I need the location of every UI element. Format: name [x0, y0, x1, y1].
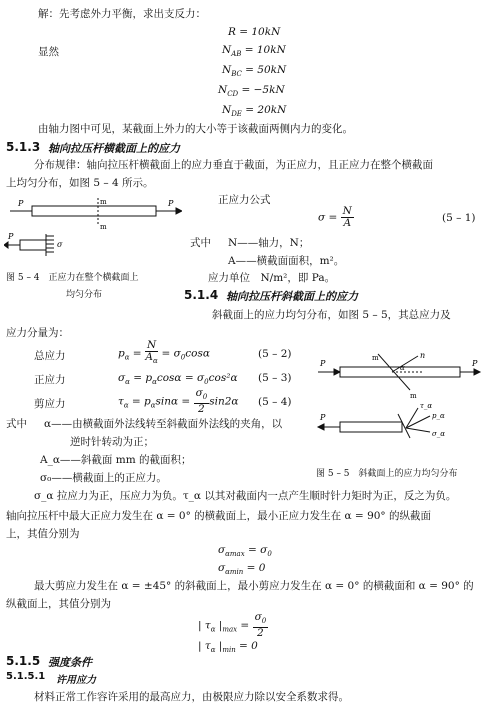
n-de-equation: $N_{DE} = 20kN$: [222, 104, 287, 119]
shear-line-1: 最大剪应力发生在 α = ±45° 的斜截面上，最小剪应力发生在 α = 0° 的横截面和 α = 90° 的: [34, 580, 474, 592]
section-5-1-5-1-title: 许用应力: [56, 675, 96, 686]
fig55-label-p-right: P: [472, 359, 478, 368]
max-stress-line-2: 上，其值分别为: [6, 528, 80, 540]
fig55-label-m-bottom: m: [410, 392, 417, 400]
a-alpha-definition: A_α——斜截面 mm 的截面积；: [40, 454, 192, 466]
n-bc-equation: $N_{BC} = 50kN$: [222, 64, 287, 79]
sigma-max-equation: $\sigma_{\alpha max} = \sigma_0$: [218, 544, 272, 559]
section-5-1-4-title: 轴向拉压杆斜截面上的应力: [226, 290, 358, 303]
label-p-left: P: [18, 199, 24, 208]
label-p-cut: P: [8, 232, 14, 241]
shear-stress-label: 剪应力: [34, 398, 66, 410]
fig55-label-m-top: m: [372, 354, 379, 362]
fig55-label-alpha: α: [400, 364, 405, 372]
bar: [32, 206, 156, 216]
figure-5-4-caption-1: 图 5 – 4 正应力在整个横截面上: [6, 273, 139, 283]
equation-5-1-number: (5 – 1): [442, 212, 476, 224]
section-5-1-4-number: 5.1.4: [184, 288, 219, 302]
shizhong-label: 式中: [190, 237, 211, 249]
oblique-line-2: 应力分量为：: [6, 327, 69, 339]
dist-rule-line-1: 分布规律：轴向拉压杆横截面上的应力垂直于截面，为正应力，且正应力在整个横截面: [34, 159, 433, 171]
figure-5-5-caption: 图 5 – 5 斜截面上的应力均匀分布: [316, 469, 458, 479]
label-p-right: P: [168, 199, 174, 208]
formula-title: 正应力公式: [218, 194, 271, 206]
unit-line: 应力单位 N/m²，即 Pa。: [208, 272, 336, 284]
fig55-label-n: n: [420, 352, 426, 360]
sigma0-definition: σ₀——横截面上的正应力。: [40, 472, 167, 484]
figure-5-4: [4, 196, 182, 266]
shizhong-label-2: 式中: [6, 418, 27, 430]
intro-line: 解：先考虑外力平衡，求出支反力：: [38, 8, 206, 20]
label-m-bottom: m: [100, 223, 107, 231]
section-5-1-3-title: 轴向拉压杆横截面上的应力: [48, 142, 180, 155]
n-ab-equation: $N_{AB} = 10kN$: [222, 44, 286, 59]
label-sigma: σ: [57, 240, 63, 249]
equation-5-4: $\tau_\alpha = p_\alpha\sin\alpha$ = $\frac{\sigma_0}{2}$ sin2α: [118, 387, 239, 416]
max-stress-line-1: 轴向拉压杆中最大正应力发生在 α = 0° 的横截面上，最小正应力发生在 α = 90° 的纵截面: [6, 510, 432, 522]
sign-rule: σ_α 拉应力为正，压应力为负。τ_α 以其对截面内一点产生顺时针力矩时为正，反之为负。: [34, 490, 457, 502]
section-5-1-5-title: 强度条件: [48, 656, 92, 669]
equation-5-3: $\sigma_\alpha = p_\alpha\cos\alpha = \sigma_0\cos^2\alpha$: [118, 372, 238, 387]
section-5-1-5-1-number: 5.1.5.1: [6, 671, 46, 682]
equation-5-3-number: (5 – 3): [258, 372, 292, 384]
conclusion-text: 由轴力图中可见，某截面上外力的大小等于该截面两侧内力的变化。: [38, 123, 353, 135]
fig55-cut-bar: [340, 422, 402, 432]
total-stress-label: 总应力: [34, 350, 66, 362]
equation-5-1: σ = $\frac{N}{A}$: [318, 205, 352, 229]
fig55-label-p-left: P: [320, 359, 326, 368]
n-cd-equation: $N_{CD} = -5kN$: [218, 84, 285, 99]
n-definition: N——轴力，N；: [228, 237, 310, 249]
section-5-1-3-number: 5.1.3: [6, 140, 41, 154]
equation-5-2-number: (5 – 2): [258, 348, 292, 360]
alpha-definition-1: α——由横截面外法线转至斜截面外法线的夹角，以: [44, 418, 283, 430]
cut-bar: [20, 240, 46, 250]
label-m-top: m: [100, 198, 107, 206]
a-definition: A——横截面面积，m²。: [228, 255, 345, 267]
alpha-definition-2: 逆时针转动为正；: [70, 436, 154, 448]
figure-5-5: [314, 352, 484, 462]
equation-5-4-number: (5 – 4): [258, 396, 292, 408]
fig55-label-sigma-alpha: σ_α: [432, 430, 446, 438]
xianran-label: 显然: [38, 46, 59, 58]
equation-5-2: $p_\alpha$ = $\frac{N}{A_\alpha}$ = $\sigma_0\cos\alpha$: [118, 339, 210, 366]
sigma-min-equation: $\sigma_{\alpha min} = 0$: [218, 562, 266, 577]
fig55-label-p-cut: P: [320, 413, 326, 422]
fig55-label-tau: τ_α: [420, 402, 433, 410]
dist-rule-line-2: 上均匀分布，如图 5 – 4 所示。: [6, 177, 154, 189]
oblique-line-1: 斜截面上的应力均匀分布，如图 5 – 5，其总应力及: [212, 309, 451, 321]
figure-5-4-caption-2: 均匀分布: [66, 290, 103, 300]
normal-stress-label: 正应力: [34, 374, 66, 386]
right-arrowhead: [176, 208, 182, 214]
section-5-1-5-number: 5.1.5: [6, 654, 41, 668]
tau-max-equation: | $\tau_\alpha$ $|_{max}$ = $\frac{\sigma_0}{2}$: [198, 611, 267, 640]
shear-line-2: 纵截面上，其值分别为: [6, 598, 111, 610]
tau-min-equation: | $\tau_\alpha$ $|_{min} = 0$: [198, 640, 258, 655]
allowable-stress-text: 材料正常工作容许采用的最高应力，由极限应力除以安全系数求得。: [34, 691, 349, 703]
fig55-label-p-alpha: p_α: [432, 412, 445, 420]
reaction-equation: R = 10kN: [228, 26, 281, 38]
